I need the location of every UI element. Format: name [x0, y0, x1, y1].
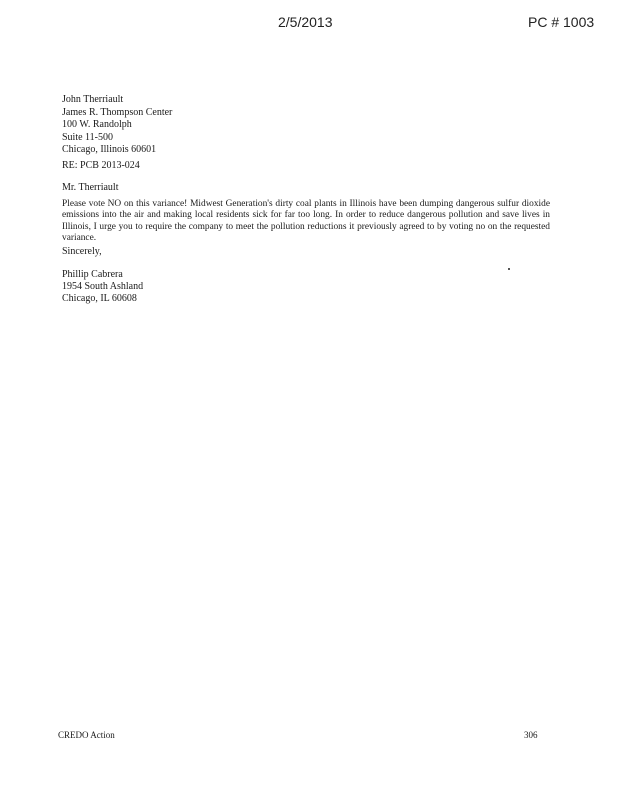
sender-address	[62, 269, 143, 305]
header-date: 2/5/2013	[278, 14, 333, 30]
page-number: 306	[524, 730, 538, 740]
recipient-building: James R. Thompson Center	[62, 106, 173, 118]
sender-city: Chicago, IL 60608	[62, 293, 137, 304]
public-comment-number: PC # 1003	[528, 14, 595, 30]
letter-body: Please vote NO on this variance! Midwest Generation's dirty coal plants in Illinois have been dumping dangerous sulfur dioxide emissions into the air and making local residents sick for far too long. In order to reduce dangerous pollution and save lives in Illinois, I urge you to require the company to meet the pollution reductions it previously agreed to by voting no on the requested variance.	[62, 199, 550, 244]
scan-speck	[508, 268, 510, 270]
sender-name: Phillip Cabrera	[62, 269, 123, 280]
salutation: Mr. Therriault	[62, 182, 119, 193]
closing: Sincerely,	[62, 246, 102, 257]
recipient-street: 100 W. Randolph	[62, 119, 132, 131]
reference-line: RE: PCB 2013-024	[62, 160, 140, 171]
recipient-suite: Suite 11-500	[62, 131, 114, 143]
recipient-name: John Therriault	[62, 94, 124, 105]
sender-street: 1954 South Ashland	[62, 281, 144, 292]
footer-source: CREDO Action	[58, 730, 115, 740]
recipient-city: Chicago, Illinois 60601	[62, 144, 157, 156]
recipient-address	[62, 94, 172, 157]
